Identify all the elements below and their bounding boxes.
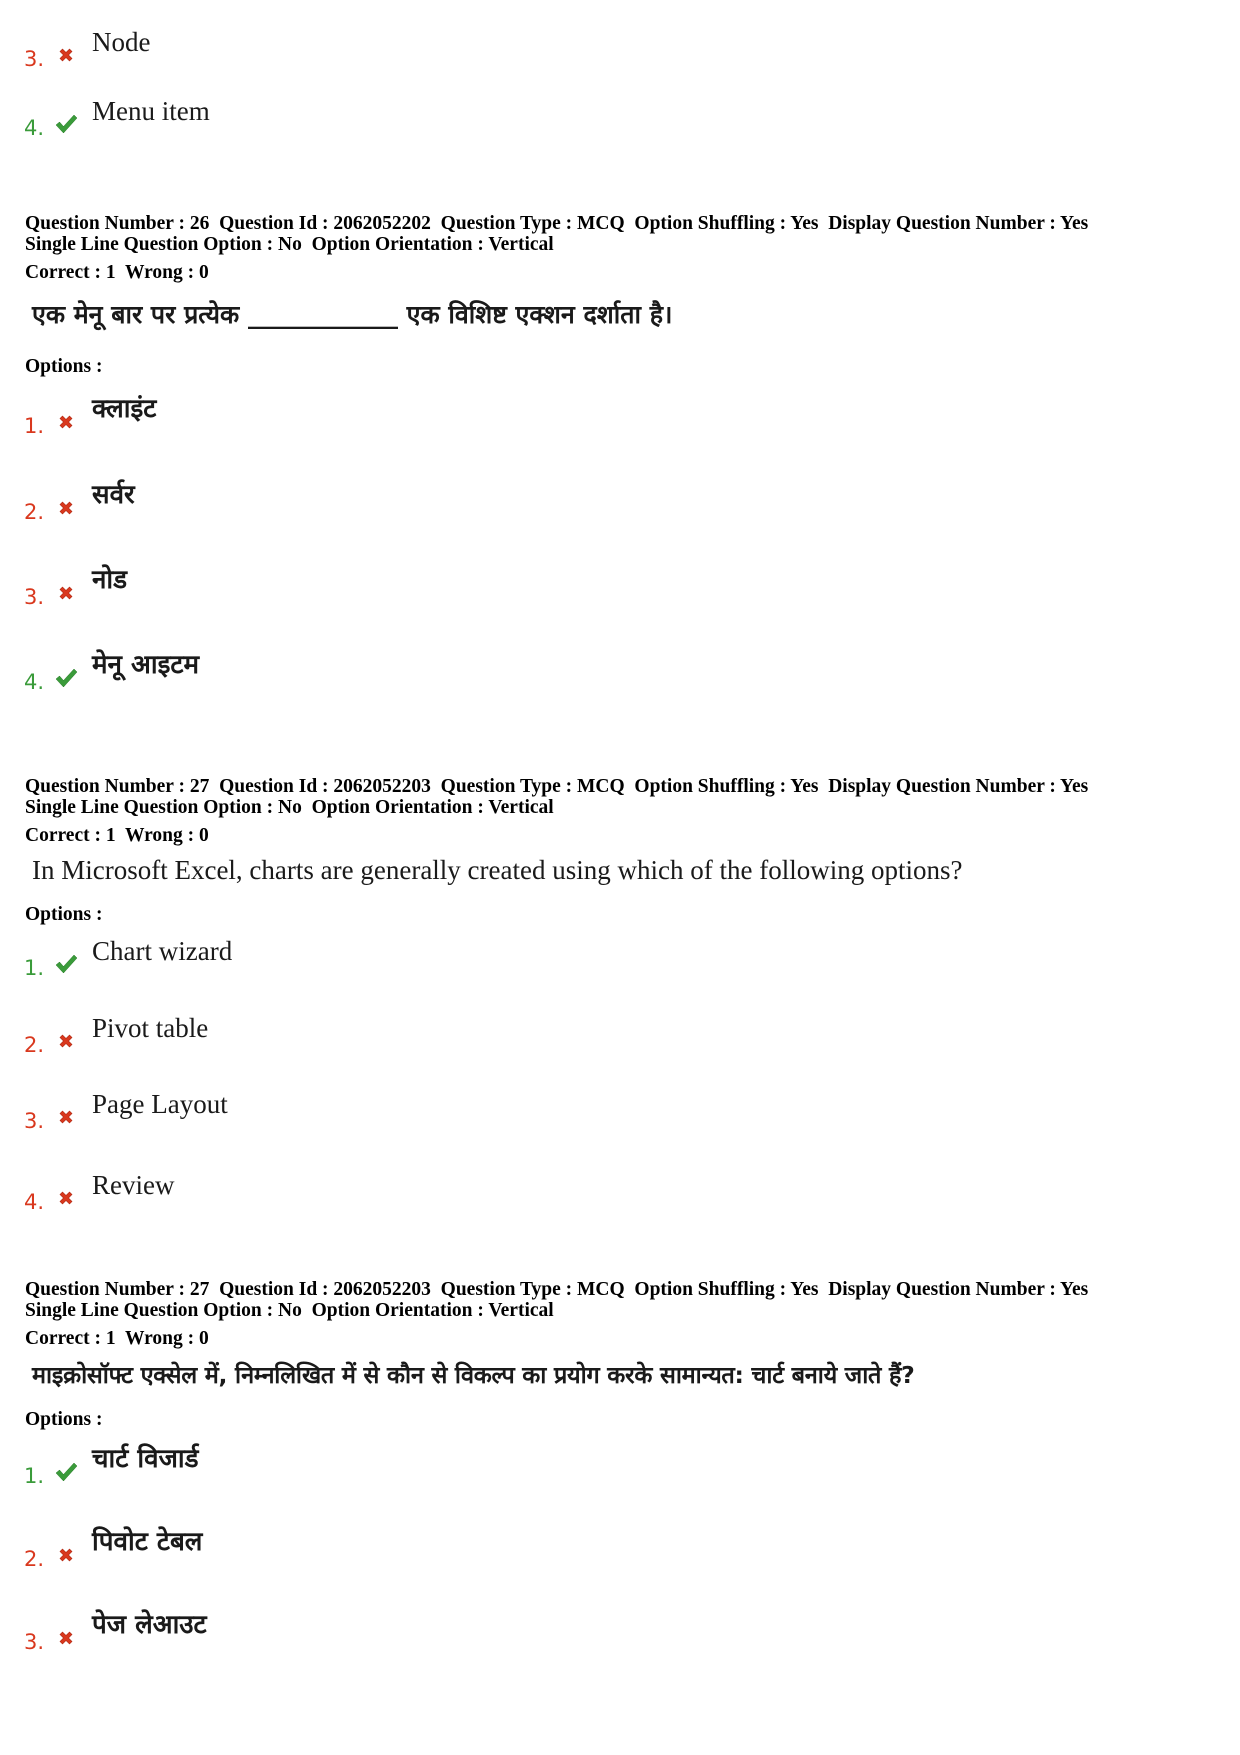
options-label: Options : [25,356,103,377]
check-icon [54,666,78,690]
check-icon [54,1460,78,1484]
option-number: 3. [24,585,45,609]
option-text: पिवोट टेबल [92,1527,203,1557]
question-meta-line1: Question Number : 27 Question Id : 2062052203 Question Type : MCQ Option Shuffling : Yes Display Question Number : Yes [25,1279,1089,1300]
question-meta-line1: Question Number : 27 Question Id : 2062052203 Question Type : MCQ Option Shuffling : Yes Display Question Number : Yes [25,776,1089,797]
question-text: माइक्रोसॉफ्ट एक्सेल में, निम्नलिखित में से कौन से विकल्प का प्रयोग करके सामान्यत: चार्ट बनाये जाते हैं? [32,1361,915,1389]
option-text: Pivot table [92,1013,209,1043]
option-text: Menu item [92,96,210,126]
option-text: Page Layout [92,1089,228,1119]
option-number: 4. [24,116,45,140]
option-number: 3. [24,1109,45,1133]
question-marks: Correct : 1 Wrong : 0 [25,262,209,283]
cross-icon [54,1105,78,1129]
check-icon [54,952,78,976]
question-text: एक मेनू बार पर प्रत्येक ____________ एक विशिष्ट एक्शन दर्शाता है। [32,300,673,329]
option-text: Chart wizard [92,936,233,966]
options-label: Options : [25,1409,103,1430]
option-number: 1. [24,956,45,980]
question-meta-line2: Single Line Question Option : No Option Orientation : Vertical [25,1300,554,1321]
option-text: मेनू आइटम [92,650,200,680]
cross-icon [54,1626,78,1650]
cross-icon [54,43,78,67]
cross-icon [54,581,78,605]
option-number: 4. [24,1190,45,1214]
question-marks: Correct : 1 Wrong : 0 [25,1328,209,1349]
option-text: Review [92,1170,175,1200]
question-meta-line1: Question Number : 26 Question Id : 2062052202 Question Type : MCQ Option Shuffling : Yes Display Question Number : Yes [25,213,1089,234]
option-number: 2. [24,1547,45,1571]
option-number: 2. [24,500,45,524]
option-number: 1. [24,414,45,438]
question-meta-line2: Single Line Question Option : No Option Orientation : Vertical [25,797,554,818]
cross-icon [54,1543,78,1567]
check-icon [54,112,78,136]
question-meta-line2: Single Line Question Option : No Option Orientation : Vertical [25,234,554,255]
option-text: क्लाइंट [92,394,157,424]
options-label: Options : [25,904,103,925]
cross-icon [54,1186,78,1210]
option-number: 1. [24,1464,45,1488]
option-text: सर्वर [92,480,135,510]
option-text: नोड [92,565,128,595]
option-text: Node [92,27,151,57]
option-text: चार्ट विजार्ड [92,1444,199,1474]
option-number: 3. [24,1630,45,1654]
option-number: 4. [24,670,45,694]
cross-icon [54,410,78,434]
option-number: 2. [24,1033,45,1057]
question-marks: Correct : 1 Wrong : 0 [25,825,209,846]
option-number: 3. [24,47,45,71]
cross-icon [54,496,78,520]
option-text: पेज लेआउट [92,1610,207,1640]
cross-icon [54,1029,78,1053]
question-text: In Microsoft Excel, charts are generally created using which of the following options? [32,855,963,885]
